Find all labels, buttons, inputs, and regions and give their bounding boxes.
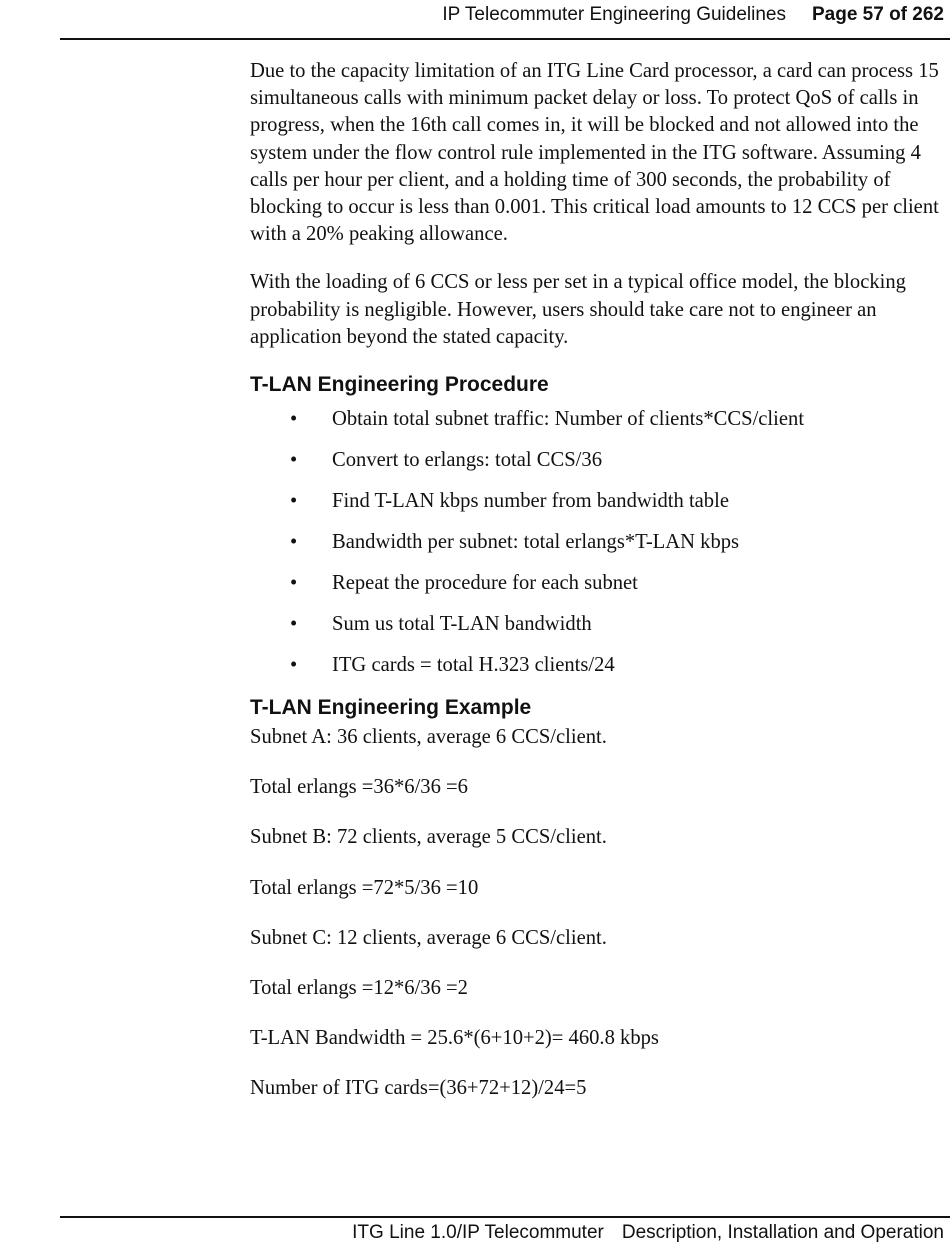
list-item bbox=[250, 406, 945, 447]
page-content bbox=[250, 58, 945, 1126]
header-divider bbox=[60, 38, 950, 40]
example-line: Subnet B: 72 clients, average 5 CCS/client. bbox=[250, 826, 607, 849]
list-item bbox=[250, 529, 945, 570]
example-line: Subnet C: 12 clients, average 6 CCS/client. bbox=[250, 926, 607, 949]
list-item bbox=[250, 611, 945, 652]
bullet-icon: • bbox=[290, 613, 298, 636]
bullet-icon: • bbox=[290, 531, 298, 554]
example-line: Total erlangs =72*5/36 =10 bbox=[250, 876, 479, 899]
paragraph-capacity: Due to the capacity limitation of an ITG Line Card processor, a card can process 15 simultaneous calls with minimum packet delay or loss. To protect QoS of calls in progress, when the 16th call comes in, it will be blocked and not allowed into the system under the flow control rule implemented in the ITG software. Assuming 4 calls per hour per client, and a holding time of 300 seconds, the probability of blocking to occur is less than 0.001. This critical load amounts to 12 CCS per client with a 20% peaking allowance. bbox=[250, 60, 939, 246]
step-text: Sum us total T-LAN bandwidth bbox=[332, 613, 592, 636]
example-line: Total erlangs =12*6/36 =2 bbox=[250, 977, 468, 1000]
example-line: Subnet A: 36 clients, average 6 CCS/client. bbox=[250, 726, 607, 749]
bullet-icon: • bbox=[290, 449, 298, 472]
example-line: Number of ITG cards=(36+72+12)/24=5 bbox=[250, 1077, 587, 1100]
list-item bbox=[250, 652, 945, 693]
list-item bbox=[250, 488, 945, 529]
bullet-icon: • bbox=[290, 408, 298, 431]
step-text: Repeat the procedure for each subnet bbox=[332, 572, 638, 595]
procedure-list bbox=[250, 406, 945, 693]
bullet-icon: • bbox=[290, 654, 298, 677]
example-heading: T-LAN Engineering Example bbox=[250, 696, 532, 720]
step-text: ITG cards = total H.323 clients/24 bbox=[332, 654, 615, 677]
paragraph-loading: With the loading of 6 CCS or less per set in a typical office model, the blocking probability is negligible. However, users should take care not to engineer an application beyond the stated capacity. bbox=[250, 271, 906, 348]
step-text: Find T-LAN kbps number from bandwidth table bbox=[332, 490, 729, 513]
example-section bbox=[250, 724, 945, 1103]
footer-divider bbox=[60, 1216, 950, 1218]
step-text: Convert to erlangs: total CCS/36 bbox=[332, 449, 602, 472]
document-title: IP Telecommuter Engineering Guidelines bbox=[442, 4, 786, 25]
list-item bbox=[250, 447, 945, 488]
page-footer bbox=[352, 1222, 944, 1244]
page-number: Page 57 of 262 bbox=[811, 4, 944, 25]
footer-section: Description, Installation and Operation bbox=[621, 1222, 944, 1243]
footer-product: ITG Line 1.0/IP Telecommuter bbox=[352, 1222, 604, 1243]
example-line: Total erlangs =36*6/36 =6 bbox=[250, 776, 468, 799]
list-item bbox=[250, 570, 945, 611]
bullet-icon: • bbox=[290, 490, 298, 513]
bullet-icon: • bbox=[290, 572, 298, 595]
step-text: Obtain total subnet traffic: Number of clients*CCS/client bbox=[332, 408, 805, 431]
example-line: T-LAN Bandwidth = 25.6*(6+10+2)= 460.8 kbps bbox=[250, 1027, 659, 1050]
procedure-heading: T-LAN Engineering Procedure bbox=[250, 373, 549, 397]
step-text: Bandwidth per subnet: total erlangs*T-LAN kbps bbox=[332, 531, 740, 554]
page-header bbox=[442, 4, 944, 26]
